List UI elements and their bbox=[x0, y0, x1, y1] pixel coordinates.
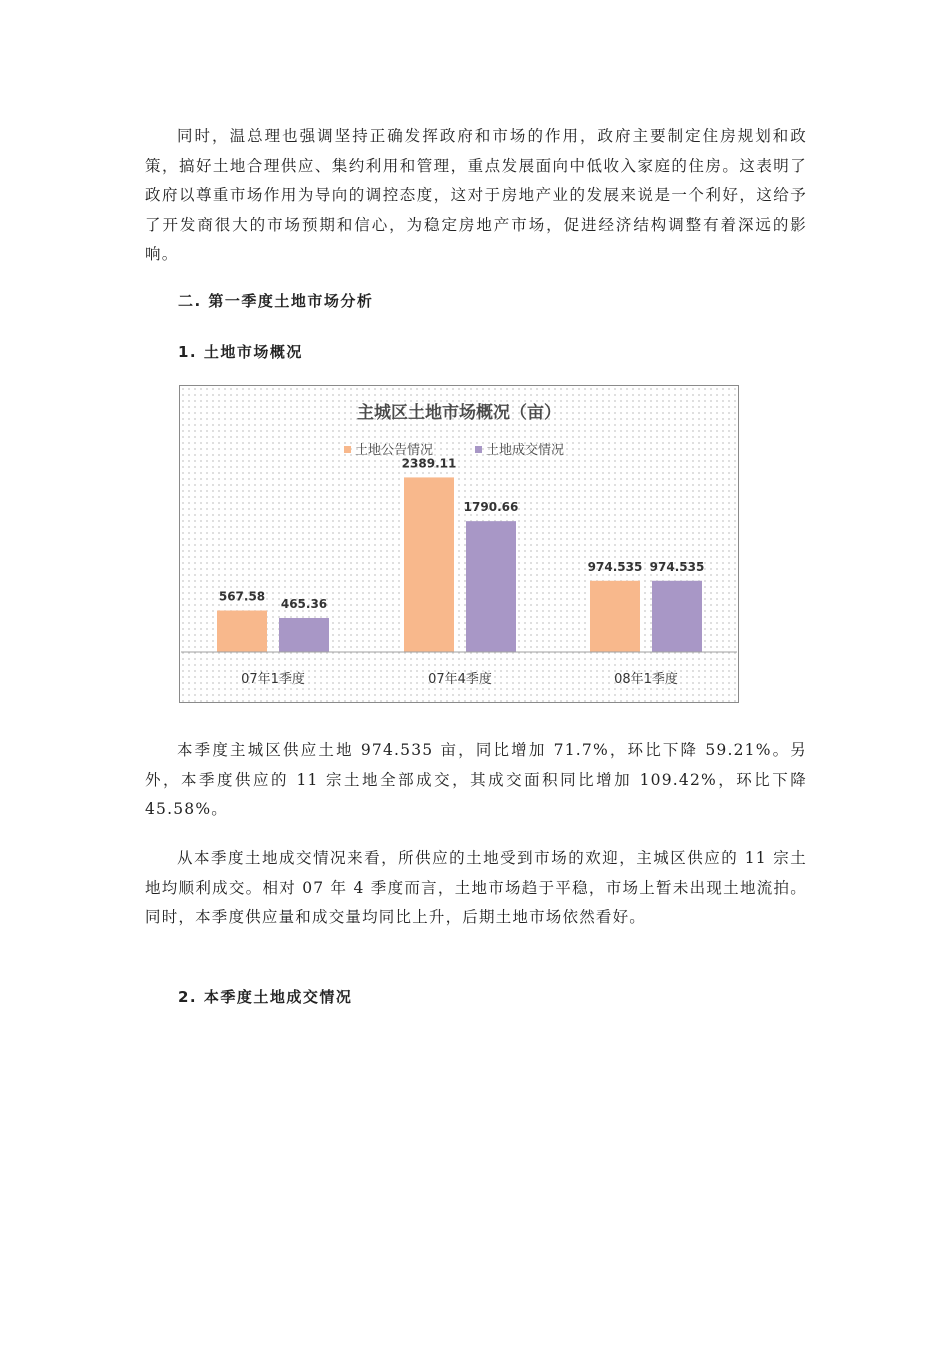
land-market-chart bbox=[179, 385, 739, 703]
bar-2-3 bbox=[652, 581, 702, 652]
bar-value-label-1-3: 974.535 bbox=[587, 559, 643, 574]
section-heading-land-market: 二. 第一季度土地市场分析 bbox=[178, 292, 374, 310]
legend-swatch-2 bbox=[475, 446, 482, 453]
intro-paragraph: 同时，温总理也强调坚持正确发挥政府和市场的作用，政府主要制定住房规划和政策，搞好土地合理供应、集约利用和管理，重点发展面向中低收入家庭的住房。这表明了政府以尊重市场作用为导向的调控态度，这对于房地产业的发展来说是一个利好，这给予了开发商很大的市场预期和信心，为稳定房地产市场，促进经济结构调整有着深远的影响。 bbox=[145, 127, 807, 263]
category-label-3: 08年1季度 bbox=[614, 672, 678, 687]
legend-label-1: 土地公告情况 bbox=[355, 443, 434, 458]
bar-value-label-2-1: 465.36 bbox=[280, 596, 328, 611]
bar-2-2 bbox=[466, 521, 516, 652]
category-label-1: 07年1季度 bbox=[241, 672, 305, 687]
legend-swatch-1 bbox=[344, 446, 351, 453]
supply-summary-paragraph: 本季度主城区供应土地 974.535 亩，同比增加 71.7%，环比下降 59.21%。另外，本季度供应的 11 宗土地全部成交，其成交面积同比增加 109.42%，环比下降 45.58%。 bbox=[145, 741, 807, 818]
bar-1-1 bbox=[217, 611, 267, 652]
chart-category-labels bbox=[241, 671, 678, 687]
bar-value-label-2-3: 974.535 bbox=[649, 559, 705, 574]
subsection-heading-overview: 1. 土地市场概况 bbox=[178, 343, 303, 361]
legend-label-2: 土地成交情况 bbox=[486, 443, 565, 458]
bar-1-2 bbox=[404, 477, 454, 652]
transaction-analysis-paragraph: 从本季度土地成交情况来看，所供应的土地受到市场的欢迎，主城区供应的 11 宗土地均顺利成交。相对 07 年 4 季度而言，土地市场趋于平稳，市场上暂未出现土地流拍。同时，本季度供应量和成交量均同比上升，后期土地市场依然看好。 bbox=[145, 849, 807, 926]
category-label-2: 07年4季度 bbox=[428, 672, 492, 687]
chart-title: 主城区土地市场概况（亩） bbox=[357, 403, 561, 423]
bar-value-label-1-1: 567.58 bbox=[218, 589, 266, 604]
chart-bars bbox=[217, 456, 704, 652]
chart-canvas bbox=[180, 386, 738, 702]
bar-1-3 bbox=[590, 581, 640, 652]
subsection-heading-transactions: 2. 本季度土地成交情况 bbox=[178, 988, 353, 1006]
bar-2-1 bbox=[279, 618, 329, 652]
bar-value-label-1-2: 2389.11 bbox=[401, 456, 457, 471]
bar-value-label-2-2: 1790.66 bbox=[463, 500, 519, 515]
